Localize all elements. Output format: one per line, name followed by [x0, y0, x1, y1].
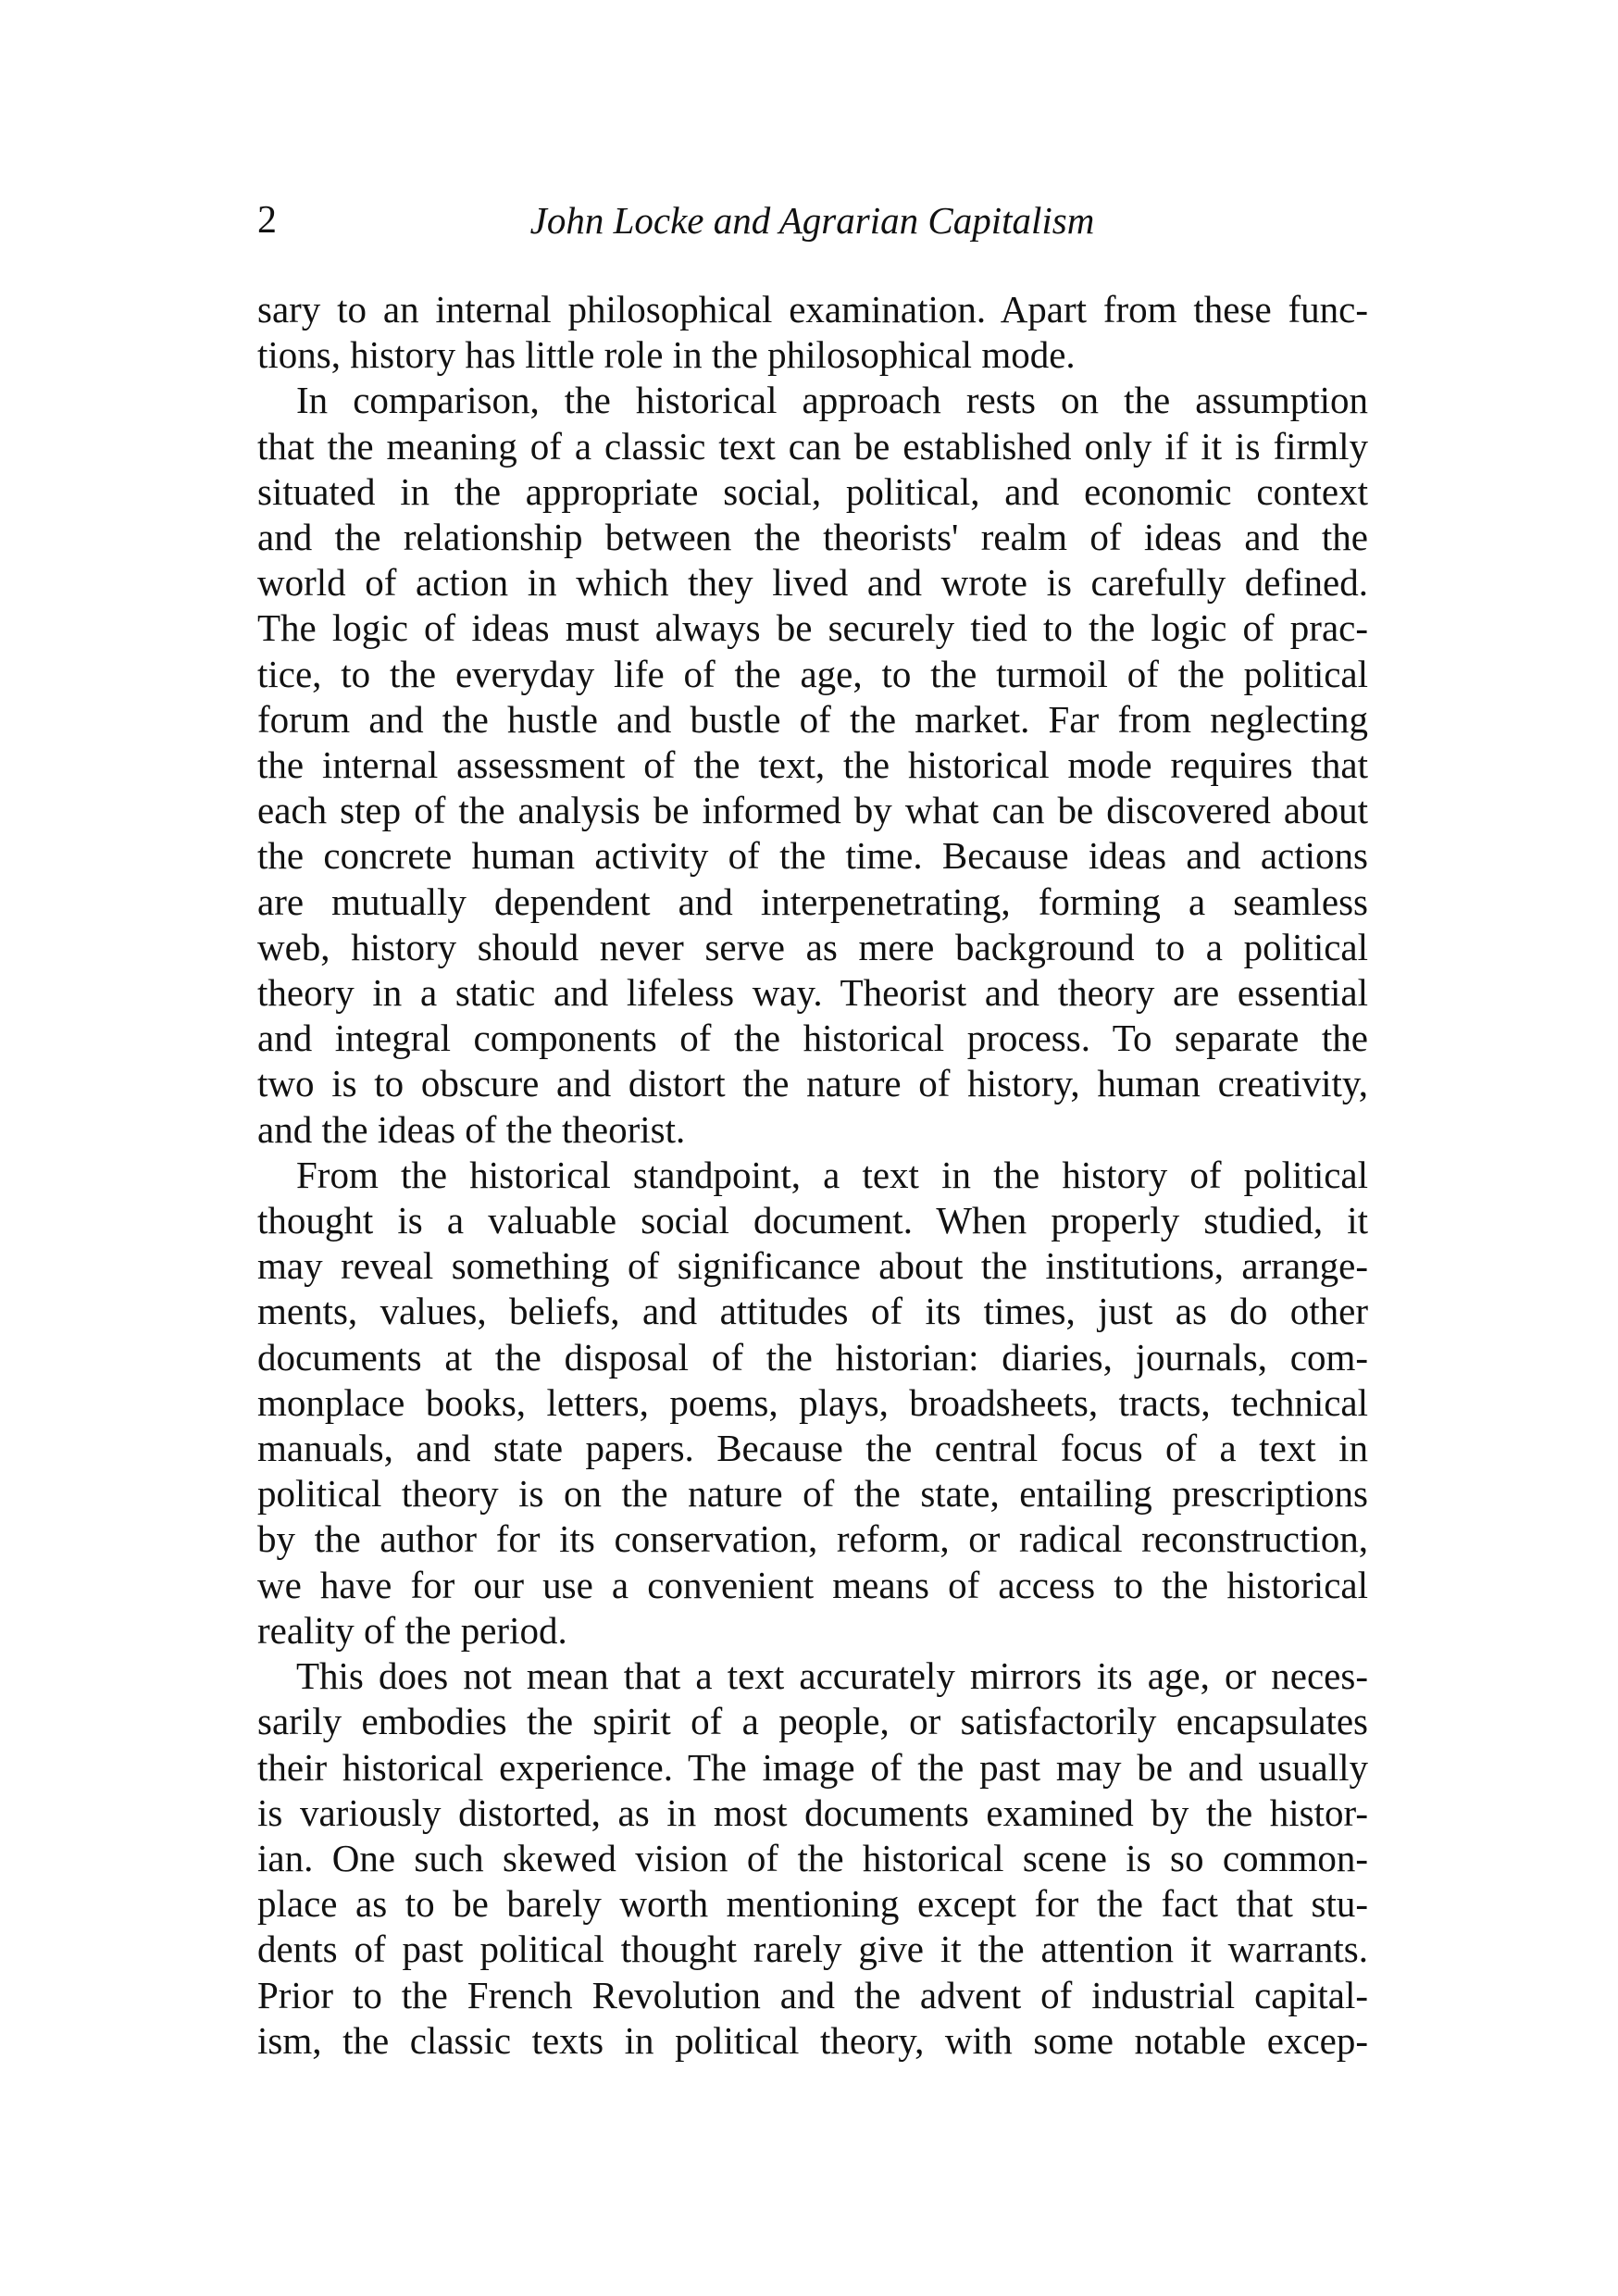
- text-line: In comparison, the historical approach rests on the assumption: [296, 379, 1368, 422]
- text-line: and integral components of the historical process. To separate the: [257, 1017, 1368, 1060]
- text-line: we have for our use a convenient means of access to the historical: [257, 1563, 1368, 1606]
- text-line: the concrete human activity of the time. Because ideas and actions: [257, 834, 1368, 878]
- text-line: This does not mean that a text accurately mirrors its age, or neces-: [296, 1654, 1368, 1698]
- text-line: sary to an internal philosophical examination. Apart from these func-: [257, 288, 1368, 331]
- text-line: documents at the disposal of the historian: diaries, journals, com-: [257, 1335, 1368, 1379]
- text-line: forum and the hustle and bustle of the market. Far from neglecting: [257, 697, 1368, 741]
- running-title: John Locke and Agrarian Capitalism: [529, 199, 1095, 242]
- text-line: manuals, and state papers. Because the central focus of a text in: [257, 1427, 1368, 1470]
- text-line: ments, values, beliefs, and attitudes of its times, just as do other: [257, 1290, 1368, 1333]
- text-line: situated in the appropriate social, political, and economic context: [257, 469, 1368, 513]
- text-line: each step of the analysis be informed by what can be discovered about: [257, 789, 1368, 832]
- text-line: their historical experience. The image of the past may be and usually: [257, 1745, 1368, 1789]
- text-line: and the relationship between the theorists' realm of ideas and the: [257, 516, 1368, 559]
- running-head: [250, 193, 1375, 248]
- text-line: political theory is on the nature of the state, entailing prescriptions: [257, 1472, 1368, 1516]
- text-line: thought is a valuable social document. When properly studied, it: [257, 1199, 1368, 1242]
- text-line: by the author for its conservation, reform, or radical reconstruction,: [257, 1517, 1368, 1561]
- text-line: may reveal something of significance about the institutions, arrange-: [257, 1244, 1368, 1288]
- text-line: place as to be barely worth mentioning except for the fact that stu-: [257, 1882, 1368, 1926]
- text-line: monplace books, letters, poems, plays, broadsheets, tracts, technical: [257, 1380, 1368, 1424]
- paragraph: [257, 1653, 1368, 2064]
- text-line: ian. One such skewed vision of the historical scene is so common-: [257, 1836, 1368, 1879]
- text-line: ism, the classic texts in political theory, with some notable excep-: [257, 2018, 1368, 2062]
- text-line: is variously distorted, as in most documents examined by the histor-: [257, 1791, 1368, 1834]
- body-text: [257, 287, 1368, 2064]
- paragraph: [257, 378, 1368, 1152]
- text-line: two is to obscure and distort the nature of history, human creativity,: [257, 1062, 1368, 1105]
- text-line: tice, to the everyday life of the age, to the turmoil of the political: [257, 652, 1368, 695]
- paragraph: [257, 1153, 1368, 1653]
- paragraph: [257, 287, 1368, 378]
- text-line: sarily embodies the spirit of a people, or satisfactorily encapsulates: [257, 1700, 1368, 1743]
- page-number: 2: [257, 199, 277, 242]
- text-line: Prior to the French Revolution and the advent of industrial capital-: [257, 1973, 1368, 2016]
- text-line: reality of the period.: [257, 1608, 567, 1652]
- text-line: dents of past political thought rarely give it the attention it warrants.: [257, 1928, 1368, 1971]
- text-line: From the historical standpoint, a text in the history of political: [296, 1153, 1368, 1196]
- text-line: web, history should never serve as mere background to a political: [257, 925, 1368, 968]
- text-line: world of action in which they lived and wrote is carefully defined.: [257, 561, 1368, 605]
- text-line: The logic of ideas must always be securely tied to the logic of prac-: [257, 606, 1368, 650]
- text-line: that the meaning of a classic text can be established only if it is firmly: [257, 424, 1368, 468]
- text-line: are mutually dependent and interpenetrating, forming a seamless: [257, 880, 1368, 923]
- text-line: tions, history has little role in the philosophical mode.: [257, 333, 1076, 377]
- text-line: the internal assessment of the text, the historical mode requires that: [257, 743, 1368, 787]
- text-line: theory in a static and lifeless way. Theorist and theory are essential: [257, 971, 1368, 1015]
- text-line: and the ideas of the theorist.: [257, 1107, 686, 1151]
